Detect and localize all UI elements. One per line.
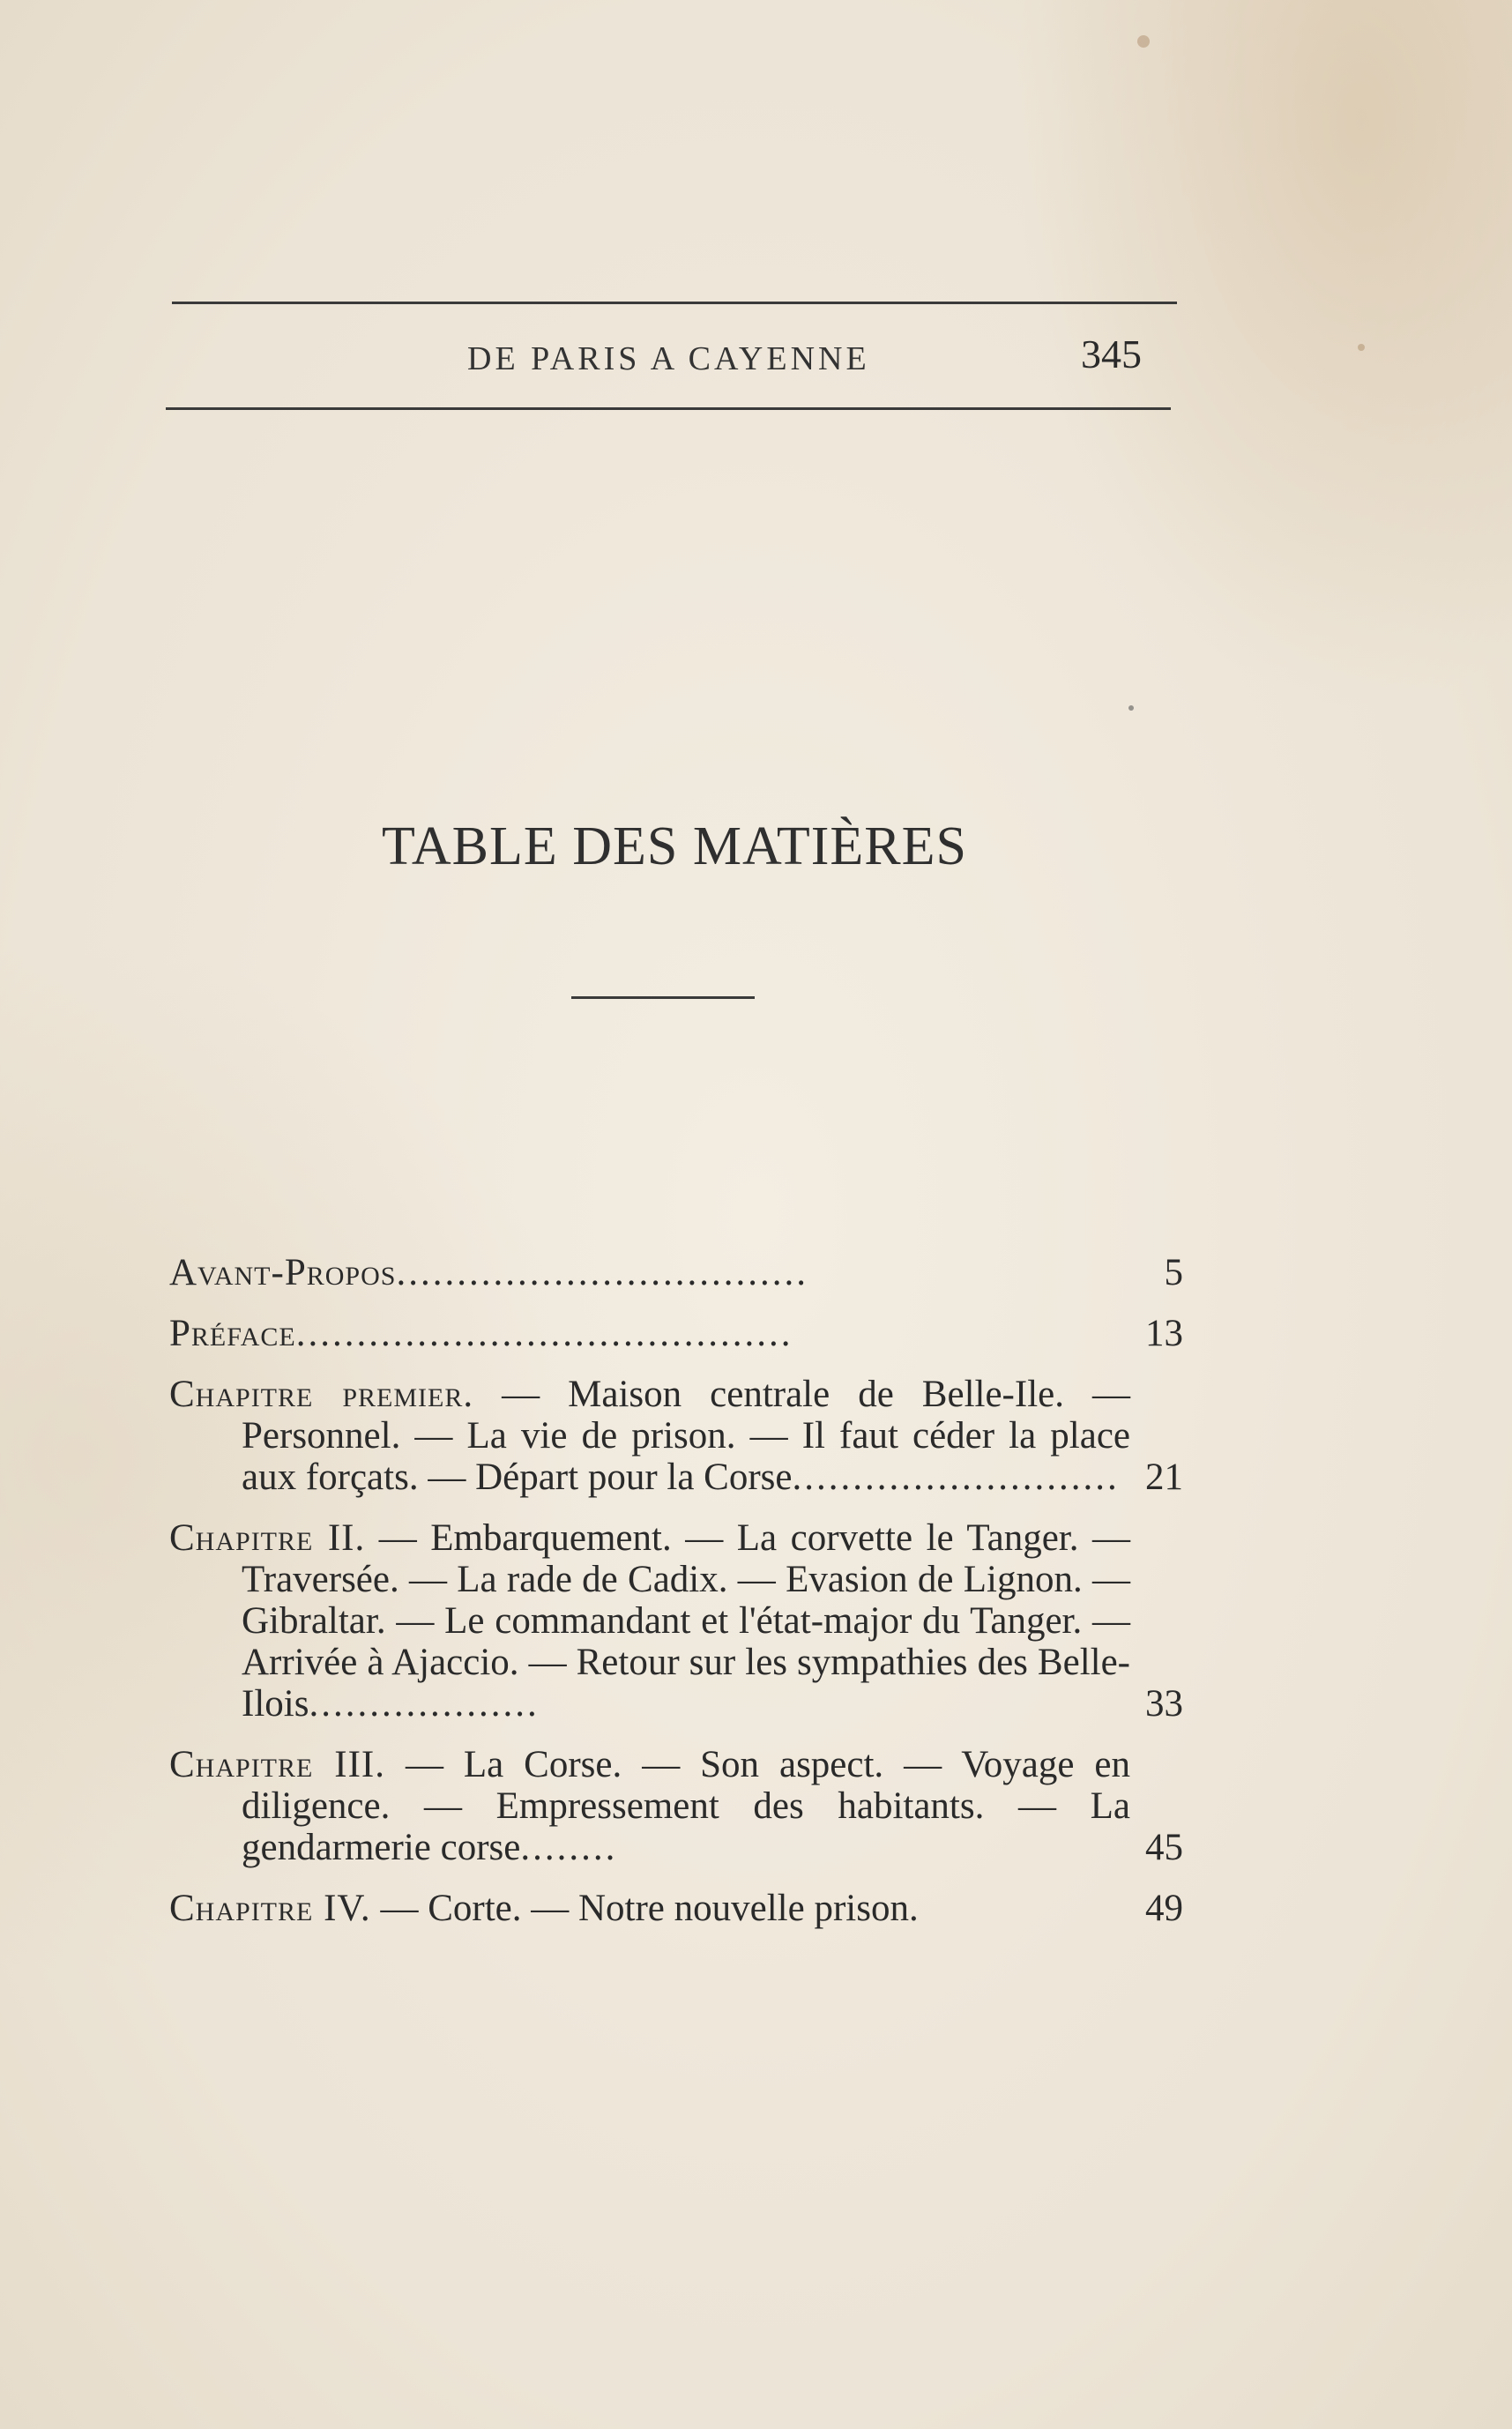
- page-number: 345: [1081, 332, 1142, 376]
- paper-stain: [1137, 35, 1150, 48]
- toc-entry-body: [169, 1252, 1058, 1293]
- toc-entry-dots: ...................: [309, 1683, 540, 1725]
- toc-entry-body: [169, 1313, 1058, 1354]
- toc-entry: [169, 1374, 1183, 1498]
- toc-entry-label: Avant-Propos: [169, 1252, 397, 1293]
- toc-entry-page: 21: [1145, 1457, 1183, 1498]
- title-rule: [571, 996, 755, 999]
- toc-entry-body: [169, 1744, 1130, 1868]
- toc-entry-dots: ..................................: [396, 1252, 808, 1293]
- toc-entry-label: Préface: [169, 1313, 296, 1354]
- toc-entry-page: 33: [1145, 1683, 1183, 1725]
- toc-entry-text: — Embarquement. — La corvette le Tanger. — Traversée. — La rade de Cadix. — Evasion de Lignon. — Gibraltar. — Le commandant et l'état-major du Tanger. — Arrivée à Ajaccio. — Retour sur les sympathies des Belle-Ilois: [242, 1517, 1131, 1725]
- table-of-contents: [169, 1252, 1183, 1948]
- toc-entry-label: Chapitre premier.: [169, 1374, 474, 1415]
- header-top-rule: [172, 302, 1177, 304]
- toc-entry-body: [169, 1517, 1130, 1725]
- toc-entry: [169, 1888, 1183, 1929]
- toc-entry-dots: .........................................: [295, 1313, 793, 1354]
- toc-entry: [169, 1252, 1183, 1293]
- toc-entry-dots: ...........................: [792, 1457, 1120, 1498]
- toc-entry-page: 13: [1145, 1313, 1183, 1354]
- toc-entry-text: — La Corse. — Son aspect. — Voyage en diligence. — Empressement des habitants. — La gendarmerie corse: [242, 1744, 1130, 1868]
- toc-entry-page: 45: [1145, 1827, 1183, 1868]
- toc-entry-label: Chapitre IV.: [169, 1888, 371, 1929]
- toc-entry-text: — Maison centrale de Belle-Ile. — Personnel. — La vie de prison. — Il faut céder la place aux forçats. — Départ pour la Corse: [242, 1374, 1130, 1498]
- toc-entry-body: [169, 1374, 1130, 1498]
- header-bottom-rule: [166, 407, 1171, 410]
- toc-entry-body: [169, 1888, 1130, 1929]
- toc-entry-page: 5: [1164, 1252, 1183, 1293]
- toc-entry-text: — Corte. — Notre nouvelle prison.: [370, 1888, 919, 1929]
- toc-entry-label: Chapitre II.: [169, 1517, 366, 1559]
- toc-entry-page: 49: [1145, 1888, 1183, 1929]
- paper-stain: [1358, 344, 1365, 351]
- paper-stain: [1128, 705, 1134, 711]
- toc-entry: [169, 1744, 1183, 1868]
- toc-entry-label: Chapitre III.: [169, 1744, 385, 1785]
- page-title: TABLE DES MATIÈRES: [381, 816, 968, 876]
- toc-entry-dots: ........: [520, 1827, 618, 1868]
- running-title: DE PARIS A CAYENNE: [467, 340, 870, 377]
- toc-entry: [169, 1313, 1183, 1354]
- toc-entry: [169, 1517, 1183, 1725]
